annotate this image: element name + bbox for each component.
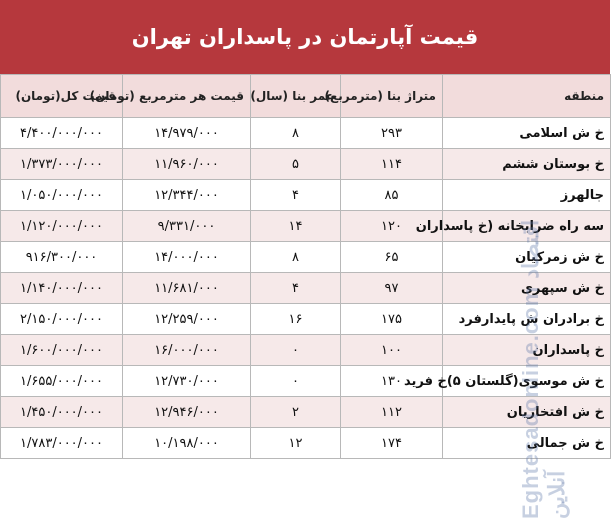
table-row	[1, 335, 611, 366]
price-per-m2-cell: ۱۲/۷۳۰/۰۰۰	[123, 366, 251, 397]
area-cell: ۱۰۰	[341, 335, 443, 366]
area-cell: ۸۵	[341, 180, 443, 211]
area-cell: ۱۷۵	[341, 304, 443, 335]
price-per-m2-cell: ۱۰/۱۹۸/۰۰۰	[123, 428, 251, 459]
table-body	[1, 118, 611, 459]
age-cell: ۱۲	[251, 428, 341, 459]
price-per-m2-cell: ۱۲/۳۴۴/۰۰۰	[123, 180, 251, 211]
price-per-m2-cell: ۱۴/۹۷۹/۰۰۰	[123, 118, 251, 149]
area-cell: ۱۱۴	[341, 149, 443, 180]
total-price-cell: ۱/۷۸۳/۰۰۰/۰۰۰	[1, 428, 123, 459]
region-cell: خ پاسداران	[443, 335, 611, 366]
table-header-row	[1, 75, 611, 118]
table-row	[1, 273, 611, 304]
total-price-cell: ۱/۱۴۰/۰۰۰/۰۰۰	[1, 273, 123, 304]
total-price-cell: ۱/۱۲۰/۰۰۰/۰۰۰	[1, 211, 123, 242]
header-region: منطقه	[443, 75, 611, 118]
region-cell: سه راه ضرابخانه (خ پاسداران	[443, 211, 611, 242]
page-title: قیمت آپارتمان در پاسداران تهران	[131, 25, 479, 49]
age-cell: ۰	[251, 366, 341, 397]
table-row	[1, 118, 611, 149]
table-row	[1, 149, 611, 180]
age-cell: ۲	[251, 397, 341, 428]
header-price-per-m2: قیمت هر مترمربع (تومان)	[123, 75, 251, 118]
header-area: متراژ بنا (مترمربع)	[341, 75, 443, 118]
price-table	[0, 74, 611, 459]
region-cell: خ ش سپهری	[443, 273, 611, 304]
region-cell: خ ش زمرکیان	[443, 242, 611, 273]
total-price-cell: ۴/۴۰۰/۰۰۰/۰۰۰	[1, 118, 123, 149]
header-age: عمر بنا (سال)	[251, 75, 341, 118]
price-per-m2-cell: ۱۶/۰۰۰/۰۰۰	[123, 335, 251, 366]
total-price-cell: ۱/۶۰۰/۰۰۰/۰۰۰	[1, 335, 123, 366]
age-cell: ۴	[251, 273, 341, 304]
price-per-m2-cell: ۱۲/۲۵۹/۰۰۰	[123, 304, 251, 335]
region-cell: خ بوستان ششم	[443, 149, 611, 180]
area-cell: ۹۷	[341, 273, 443, 304]
table-row	[1, 366, 611, 397]
age-cell: ۱۶	[251, 304, 341, 335]
region-cell: خ برادران ش پایدارفرد	[443, 304, 611, 335]
area-cell: ۱۳۰	[341, 366, 443, 397]
region-cell: خ ش موسوی(گلستان ۵)خ فرید	[443, 366, 611, 397]
age-cell: ۸	[251, 118, 341, 149]
header-total-price: قیمت کل(تومان)	[1, 75, 123, 118]
region-cell: خ ش جمالی	[443, 428, 611, 459]
area-cell: ۱۷۴	[341, 428, 443, 459]
total-price-cell: ۲/۱۵۰/۰۰۰/۰۰۰	[1, 304, 123, 335]
total-price-cell: ۱/۴۵۰/۰۰۰/۰۰۰	[1, 397, 123, 428]
total-price-cell: ۱/۰۵۰/۰۰۰/۰۰۰	[1, 180, 123, 211]
table-row	[1, 397, 611, 428]
age-cell: ۱۴	[251, 211, 341, 242]
table-row	[1, 304, 611, 335]
region-cell: خ ش اسلامی	[443, 118, 611, 149]
area-cell: ۱۱۲	[341, 397, 443, 428]
region-cell: خ ش افتخاریان	[443, 397, 611, 428]
title-bar	[0, 0, 610, 74]
area-cell: ۶۵	[341, 242, 443, 273]
watermark: Eghtesadonline.com اقتصاد آنلاین	[518, 219, 569, 519]
age-cell: ۰	[251, 335, 341, 366]
region-cell: جالهرز	[443, 180, 611, 211]
table-row	[1, 428, 611, 459]
area-cell: ۲۹۳	[341, 118, 443, 149]
age-cell: ۴	[251, 180, 341, 211]
price-per-m2-cell: ۹/۳۳۱/۰۰۰	[123, 211, 251, 242]
price-per-m2-cell: ۱۱/۶۸۱/۰۰۰	[123, 273, 251, 304]
price-per-m2-cell: ۱۲/۹۴۶/۰۰۰	[123, 397, 251, 428]
table-row	[1, 211, 611, 242]
area-cell: ۱۲۰	[341, 211, 443, 242]
total-price-cell: ۱/۳۷۳/۰۰۰/۰۰۰	[1, 149, 123, 180]
table-row	[1, 180, 611, 211]
age-cell: ۵	[251, 149, 341, 180]
age-cell: ۸	[251, 242, 341, 273]
total-price-cell: ۱/۶۵۵/۰۰۰/۰۰۰	[1, 366, 123, 397]
total-price-cell: ۹۱۶/۳۰۰/۰۰۰	[1, 242, 123, 273]
table-row	[1, 242, 611, 273]
price-per-m2-cell: ۱۴/۰۰۰/۰۰۰	[123, 242, 251, 273]
price-per-m2-cell: ۱۱/۹۶۰/۰۰۰	[123, 149, 251, 180]
